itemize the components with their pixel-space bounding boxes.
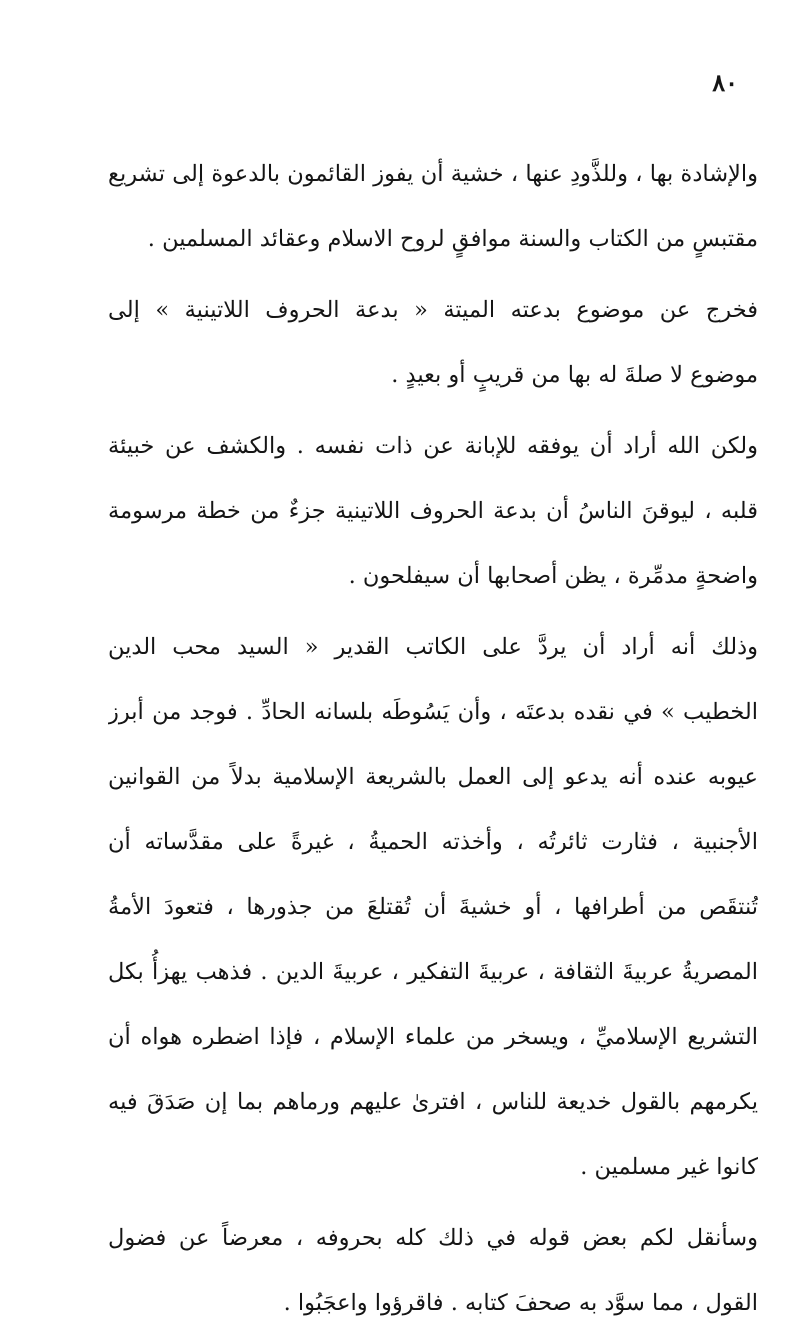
text-line: وذلك أنه أراد أن يردَّ على الكاتب القدير « السيد محب الدين bbox=[108, 634, 758, 660]
text-line: والإشادة بها ، وللذَّودِ عنها ، خشية أن يفوز القائمون بالدعوة إلى تشريع bbox=[108, 161, 758, 187]
text-line: كانوا غير مسلمين . bbox=[580, 1154, 758, 1180]
paragraph bbox=[108, 615, 758, 1200]
paragraph bbox=[108, 278, 758, 408]
text-line: عيوبه عنده أنه يدعو إلى العمل بالشريعة الإسلامية بدلاً من القوانين bbox=[108, 764, 758, 790]
page-number: ٨٠ bbox=[712, 68, 738, 97]
text-line: واضحةٍ مدمِّرة ، يظن أصحابها أن سيفلحون . bbox=[348, 563, 758, 589]
text-line: التشريع الإسلاميِّ ، ويسخر من علماء الإسلام ، فإذا اضطره هواه أن bbox=[108, 1024, 758, 1050]
text-line: تُنتقَص من أطرافها ، أو خشيةَ أن تُقتلعَ من جذورها ، فتعودَ الأمةُ bbox=[108, 894, 758, 920]
text-line: القول ، مما سوَّد به صحفَ كتابه . فاقرؤوا واعجَبُوا . bbox=[283, 1290, 758, 1316]
text-line: المصريةُ عربيةَ الثقافة ، عربيةَ التفكير ، عربيةَ الدين . فذهب يهزأُ بكل bbox=[108, 959, 758, 985]
text-line: الأجنبية ، فثارت ثائرتُه ، وأخذته الحميةُ ، غيرةً على مقدَّساته أن bbox=[108, 829, 758, 855]
text-line: مقتبسٍ من الكتاب والسنة موافقٍ لروح الاسلام وعقائد المسلمين . bbox=[147, 226, 758, 252]
paragraph bbox=[108, 142, 758, 272]
page-body bbox=[108, 142, 758, 1336]
paragraph bbox=[108, 1206, 758, 1336]
paragraph bbox=[108, 414, 758, 609]
text-line: قلبه ، ليوقنَ الناسُ أن بدعة الحروف اللاتينية جزءٌ من خطة مرسومة bbox=[108, 498, 758, 524]
text-line: موضوع لا صلةَ له بها من قريبٍ أو بعيدٍ . bbox=[391, 362, 758, 388]
text-line: الخطيب » في نقده بدعتَه ، وأن يَسُوطَه بلسانه الحادِّ . فوجد من أبرز bbox=[108, 699, 758, 725]
text-line: ولكن الله أراد أن يوفقه للإبانة عن ذات نفسه . والكشف عن خبيئة bbox=[108, 433, 758, 459]
text-line: فخرج عن موضوع بدعته الميتة « بدعة الحروف اللاتينية » إلى bbox=[108, 297, 758, 323]
text-line: يكرمهم بالقول خديعة للناس ، افترىٰ عليهم ورماهم بما إن صَدَقَ فيه bbox=[108, 1089, 758, 1115]
text-line: وسأنقل لكم بعض قوله في ذلك كله بحروفه ، معرضاً عن فضول bbox=[108, 1225, 758, 1251]
